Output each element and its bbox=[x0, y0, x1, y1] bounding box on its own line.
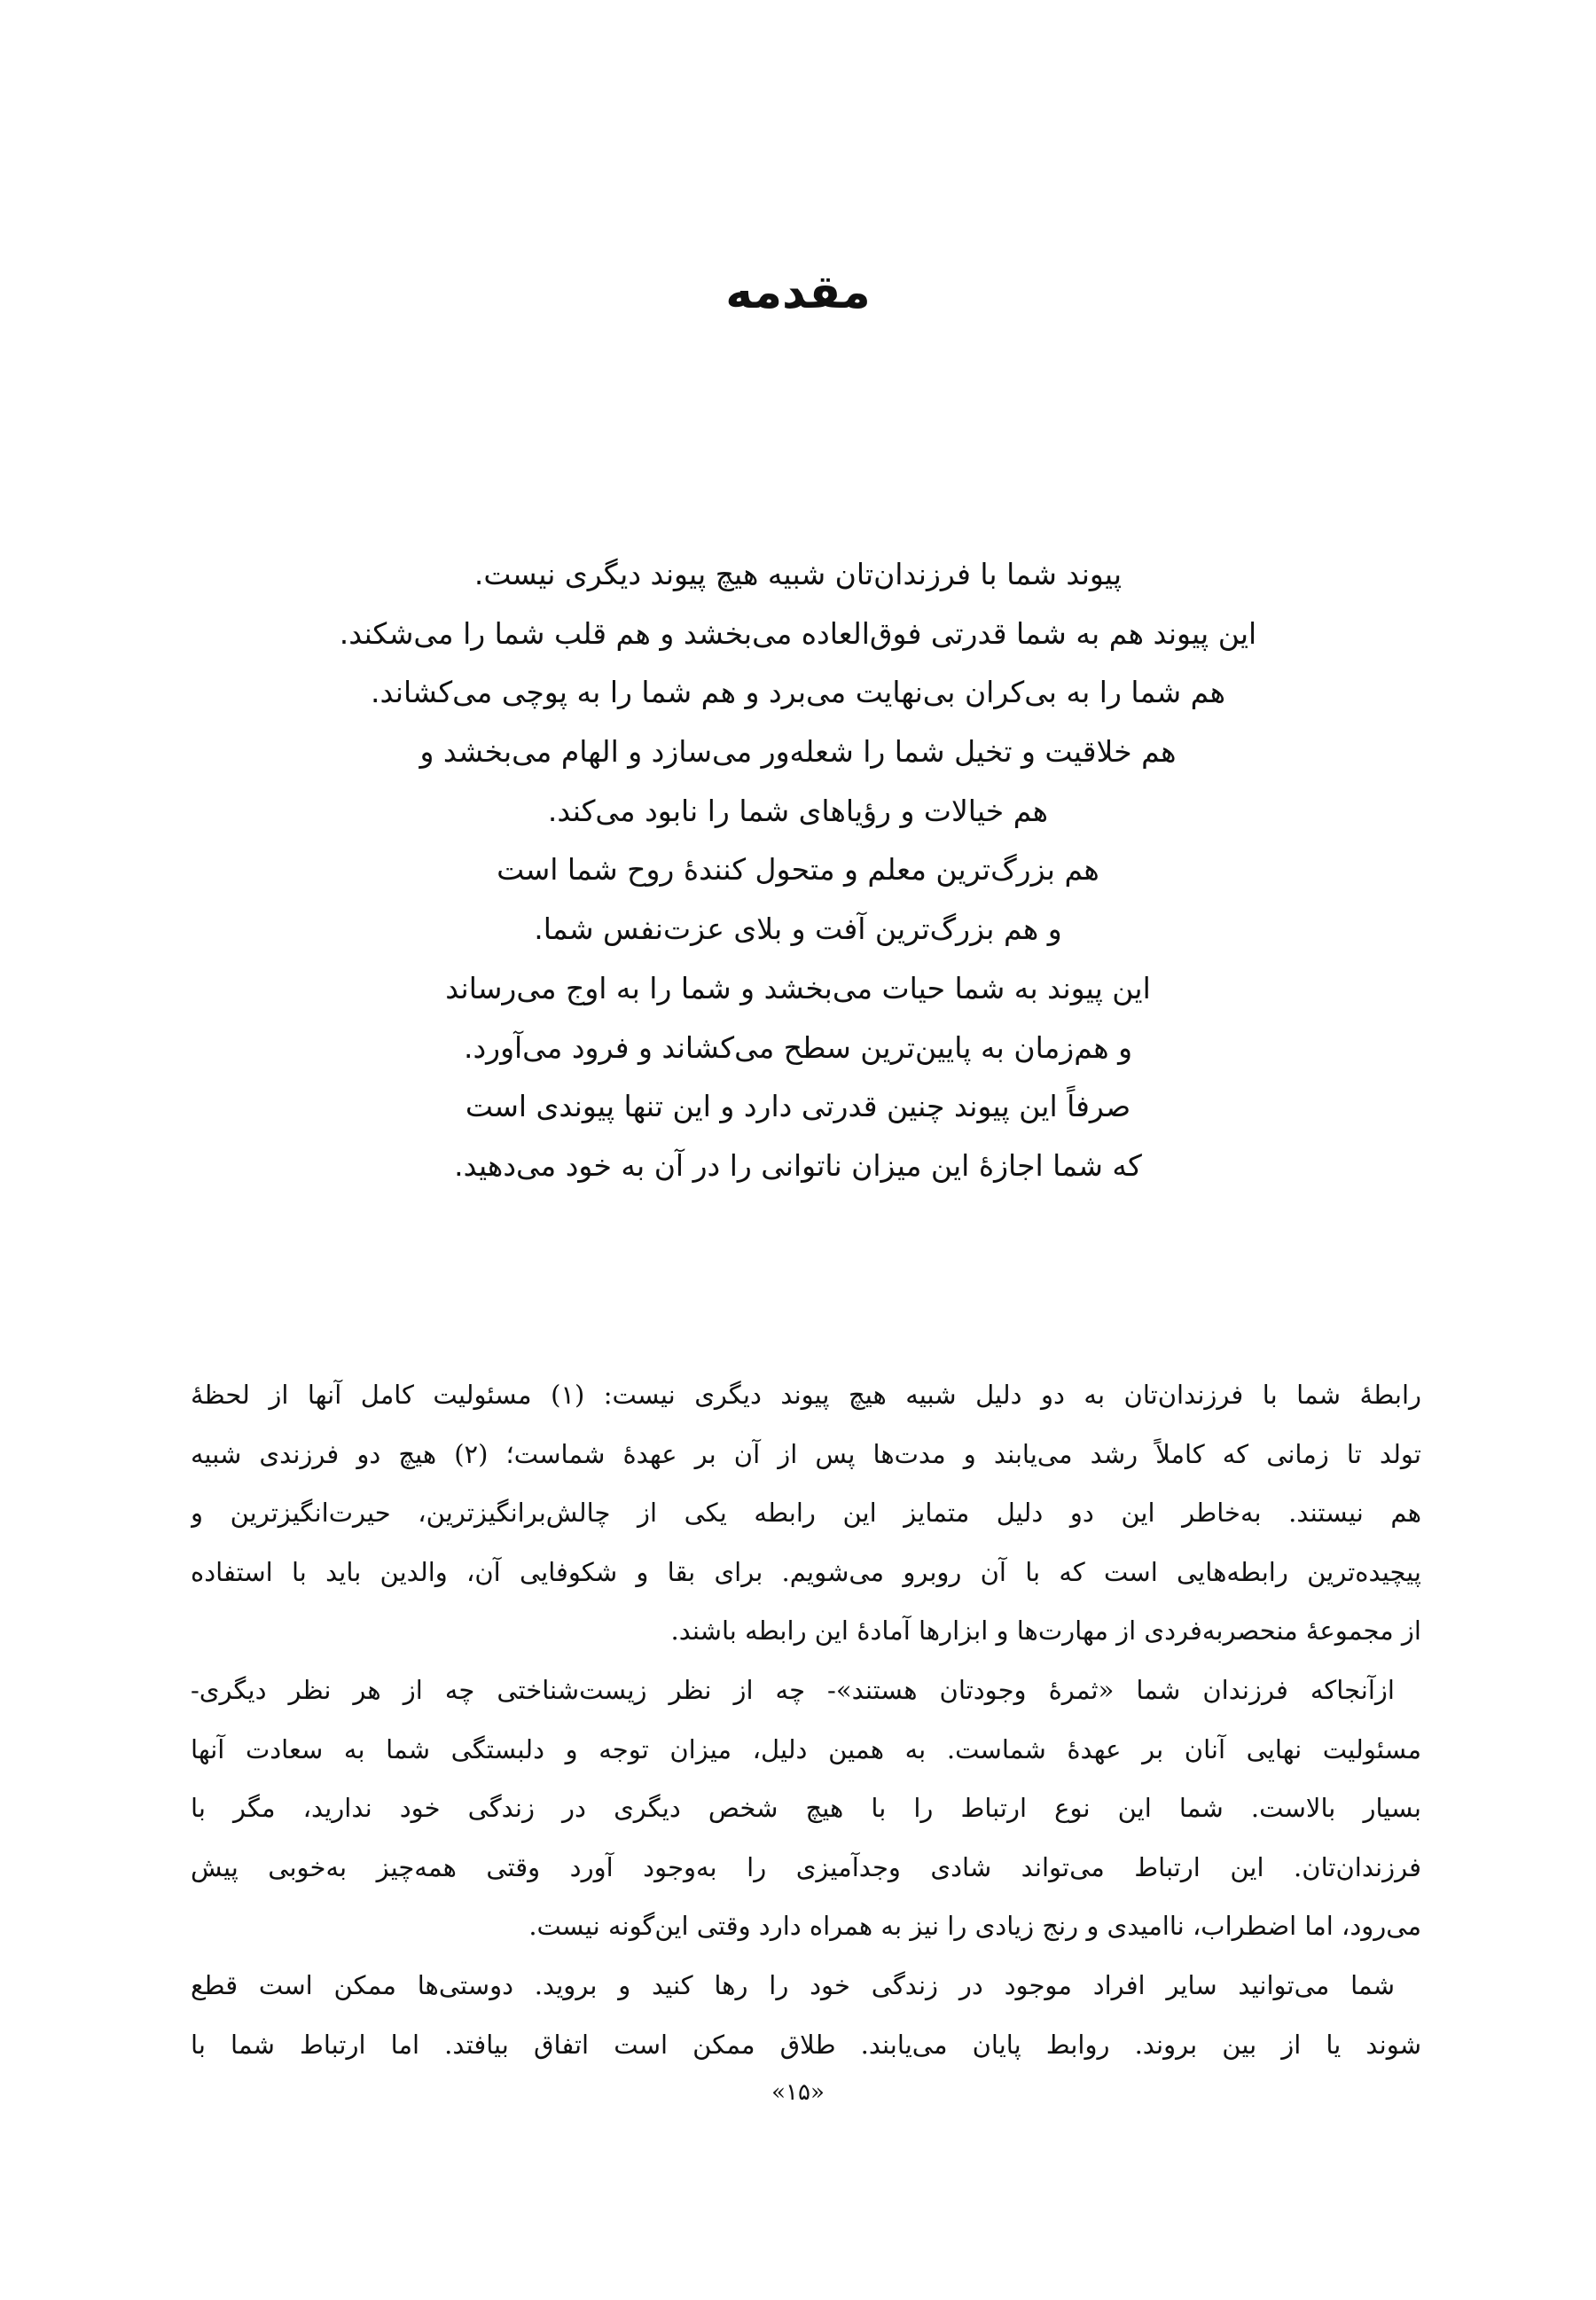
body-text bbox=[191, 1365, 1421, 2074]
text-line: بسیار بالاست. شما این نوع ارتباط را با هیچ شخص دیگری در زندگی خود ندارید، مگر با bbox=[191, 1793, 1421, 1824]
text-line: شما می‌توانید سایر افراد موجود در زندگی خود را رها کنید و بروید. دوستی‌ها ممکن است قطع bbox=[191, 1969, 1395, 2000]
text-line: رابطهٔ شما با فرزندان‌تان به دو دلیل شبیه هیچ پیوند دیگری نیست: (۱) مسئولیت کامل آنها از لحظهٔ bbox=[191, 1380, 1421, 1410]
poem-line: هم خیالات و رؤیاهای شما را نابود می‌کند. bbox=[547, 793, 1049, 828]
text-line: پیچیده‌ترین رابطه‌هایی است که با آن روبرو می‌شویم. برای بقا و شکوفایی آن، والدین باید با استفاده bbox=[191, 1556, 1421, 1587]
poem-line: هم بزرگ‌ترین معلم و متحول کنندهٔ روح شما است bbox=[497, 852, 1099, 888]
poem-line: پیوند شما با فرزندان‌تان شبیه هیچ پیوند دیگری نیست. bbox=[473, 557, 1123, 591]
poem-line: این پیوند به شما حیات می‌بخشد و شما را به اوج می‌رساند bbox=[445, 970, 1151, 1005]
epigraph-poem bbox=[266, 545, 1330, 1196]
poem-line: و هم بزرگ‌ترین آفت و بلای عزت‌نفس شما. bbox=[534, 911, 1062, 947]
text-line: تولد تا زمانی که کاملاً رشد می‌یابند و مدت‌ها پس از آن بر عهدهٔ شماست؛ (۲) هیچ دو فرزندی شبیه bbox=[191, 1438, 1421, 1469]
text-line: از مجموعهٔ منحصربه‌فردی از مهارت‌ها و ابزارها آمادهٔ این رابطه باشند. bbox=[670, 1615, 1421, 1647]
text-line: می‌رود، اما اضطراب، ناامیدی و رنج زیادی را نیز به همراه دارد وقتی این‌گونه نیست. bbox=[528, 1911, 1421, 1942]
poem-line: که شما اجازهٔ این میزان ناتوانی را در آن به خود می‌دهید. bbox=[454, 1147, 1142, 1183]
poem-line: این پیوند هم به شما قدرتی فوق‌العاده می‌بخشد و هم قلب شما را می‌شکند. bbox=[339, 615, 1257, 651]
poem-line: صرفاً این پیوند چنین قدرتی دارد و این تنها پیوندی است bbox=[465, 1089, 1131, 1124]
poem-line: هم خلاقیت و تخیل شما را شعله‌ور می‌سازد و الهام می‌بخشد و bbox=[419, 734, 1177, 770]
paragraph-1 bbox=[191, 1365, 1421, 1661]
poem-line: هم شما را به بی‌کران بی‌نهایت می‌برد و هم شما را به پوچی می‌کشاند. bbox=[370, 675, 1226, 710]
text-line: شوند یا از بین بروند. روابط پایان می‌یابند. طلاق ممکن است اتفاق بیافتد. اما ارتباط شما با bbox=[191, 2029, 1421, 2060]
paragraph-2 bbox=[191, 1661, 1421, 1956]
text-line: مسئولیت نهایی آنان بر عهدهٔ شماست. به همین دلیل، میزان توجه و دلبستگی شما به سعادت آنها bbox=[191, 1733, 1421, 1764]
text-line: فرزندان‌تان. این ارتباط می‌تواند شادی وجدآمیزی را به‌وجود آورد وقتی همه‌چیز به‌خوبی پیش bbox=[191, 1851, 1421, 1882]
poem-line: و هم‌زمان به پایین‌ترین سطح می‌کشاند و فرود می‌آورد. bbox=[463, 1029, 1133, 1065]
text-line: ازآنجاکه فرزندان شما «ثمرهٔ وجودتان هستند»- چه از نظر زیست‌شناختی چه از هر نظر دیگری- bbox=[191, 1674, 1395, 1705]
page-number: «۱۵» bbox=[771, 2079, 825, 2106]
text-line: هم نیستند. به‌خاطر این دو دلیل متمایز این رابطه یکی از چالش‌برانگیزترین، حیرت‌انگیزترین و bbox=[191, 1498, 1421, 1529]
chapter-title: مقدمه bbox=[725, 266, 871, 319]
paragraph-3 bbox=[191, 1956, 1421, 2074]
